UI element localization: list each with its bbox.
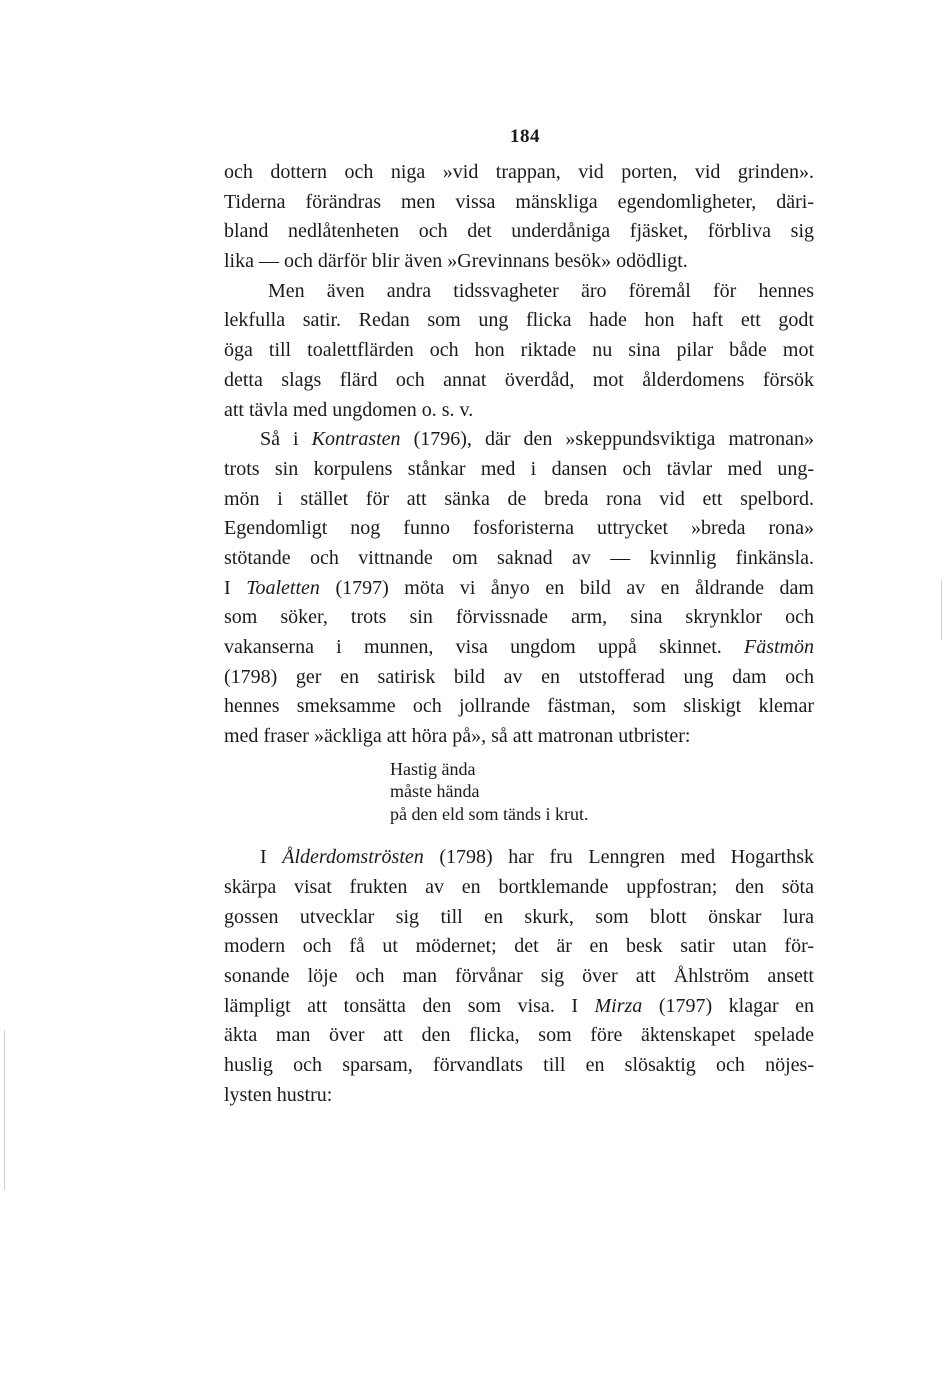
text-line: äkta man över att den flicka, som före äktenskapet spelade [224,1024,814,1047]
text-run: (1796), där den »skeppundsviktiga matronan» [400,428,814,451]
paragraph-2 [224,277,814,425]
paragraph-4 [224,843,814,1110]
text-line: att tävla med ungdomen o. s. v. [224,398,474,421]
text-line: som söker, trots sin förvissnade arm, sina skrynklor och [224,606,814,629]
text-line: lysten hustru: [224,1083,333,1106]
work-title: Fästmön [744,636,814,658]
work-title: Ålderdomströsten [282,846,424,869]
text-line: huslig och sparsam, förvandlats till en slösaktig och nöjes- [224,1054,814,1077]
text-line: (1798) ger en satirisk bild av en utstofferad ung dam och [224,665,814,688]
verse-quote [390,758,814,826]
body-text [224,158,814,1110]
text-line: trots sin korpulens stånkar med i dansen och tävlar med ung- [224,457,814,480]
page-number: 184 [510,126,540,147]
scan-edge-mark [4,1030,5,1190]
text-line [224,574,814,604]
text-line: skärpa visat frukten av en bortklemande uppfostran; den söta [224,875,814,898]
work-title: Toaletten [246,576,320,599]
text-line [224,843,814,873]
paragraph-1 [224,158,814,277]
verse-line: måste hända [390,781,480,802]
text-line [224,425,814,455]
text-run: I [260,846,283,869]
text-line: Men även andra tidssvagheter äro föremål för hennes [268,279,814,302]
verse-line: Hastig ända [390,758,476,779]
text-line: modern och få ut mödernet; det är en besk satir utan för- [224,935,814,958]
text-run: vakanserna i munnen, visa ungdom uppå skinnet. [224,636,744,658]
text-line: öga till toalettflärden och hon riktade nu sina pilar både mot [224,339,814,362]
work-title: Kontrasten [311,428,401,451]
text-run: (1798) har fru Lenngren med Hogarthsk [423,846,814,869]
paragraph-3 [224,425,814,752]
text-line: gossen utvecklar sig till en skurk, som blott önskar lura [224,905,814,928]
scan-edge-mark [941,580,942,640]
text-run: Så i [260,428,312,451]
text-line: hennes smeksamme och jollrande fästman, som sliskigt klemar [224,695,814,718]
work-title: Mirza [594,994,643,1017]
text-line [224,992,814,1022]
text-run: lämpligt att tonsätta den som visa. I [224,994,595,1017]
text-line: detta slags flärd och annat överdåd, mot ålderdomens försök [224,368,814,391]
text-line: stötande och vittnande om saknad av — kvinnlig finkänsla. [224,546,814,569]
text-line: bland nedlåtenheten och det underdåniga fjäsket, förbliva sig [224,220,814,243]
text-line: sonande löje och man förvånar sig över att Åhlström ansett [224,965,814,987]
text-line [224,633,814,663]
text-line: lika — och därför blir även »Grevinnans besök» odödligt. [224,250,688,273]
text-line: med fraser »äckliga att höra på», så att matronan utbrister: [224,725,691,748]
text-line: Egendomligt nog funno fosforisterna uttrycket »breda rona» [224,517,814,540]
text-run: I [224,576,247,599]
text-line: mön i stället för att sänka de breda rona vid ett spelbord. [224,487,814,510]
text-run: (1797) möta vi ånyo en bild av en åldrande dam [319,576,814,599]
verse-line: på den eld som tänds i krut. [390,803,589,824]
text-run: (1797) klagar en [642,994,815,1017]
text-line: och dottern och niga »vid trappan, vid porten, vid grinden». [224,161,814,183]
text-line: Tiderna förändras men vissa mänskliga egendomligheter, däri- [224,190,814,213]
text-line: lekfulla satir. Redan som ung flicka hade hon haft ett godt [224,309,814,332]
